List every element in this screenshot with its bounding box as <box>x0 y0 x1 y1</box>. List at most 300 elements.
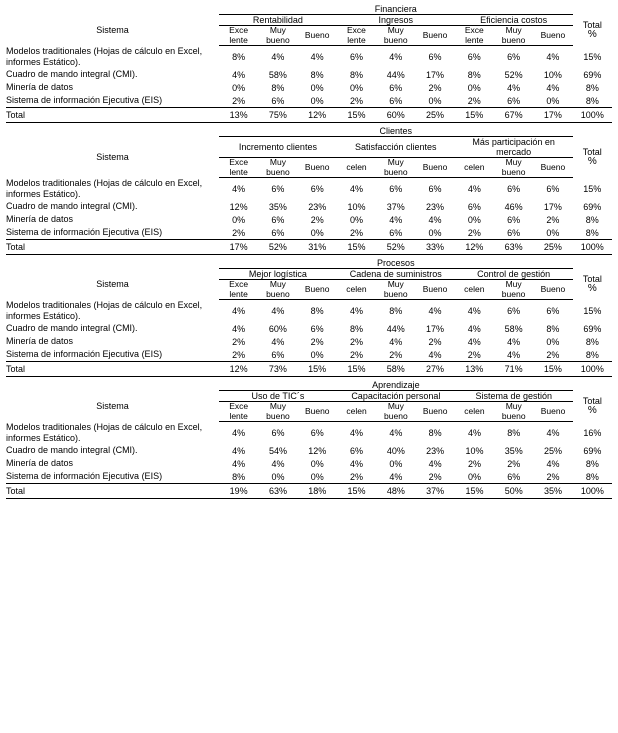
table-row <box>6 200 612 213</box>
column-header-total <box>573 15 612 46</box>
total-cell: 8% <box>573 94 612 108</box>
subheader-cell: celen <box>455 280 494 300</box>
data-cell: 0% <box>467 214 481 225</box>
subheader-cell: Bueno <box>298 158 337 178</box>
data-cell: 0% <box>415 226 454 240</box>
subheader-cell: celen <box>337 158 376 178</box>
total-header-line1: Total <box>582 274 602 284</box>
total-cell: 69% <box>583 201 602 212</box>
total-cell: 69% <box>583 445 602 456</box>
group-header: Más participación en mercado <box>455 137 573 158</box>
data-cell: 6% <box>376 94 415 108</box>
data-cell: 6% <box>546 306 560 316</box>
band-spacer-right <box>573 126 612 137</box>
row-label: Total <box>6 108 219 123</box>
subheader-cell: Muy bueno <box>376 280 415 300</box>
perspective-table <box>6 380 612 499</box>
data-cell: 4% <box>232 184 246 194</box>
data-cell: 4% <box>467 323 481 334</box>
data-cell: 2% <box>219 94 258 108</box>
data-cell: 4% <box>232 323 246 334</box>
data-cell: 33% <box>415 240 454 255</box>
band-spacer-right <box>573 4 612 15</box>
data-cell: 6% <box>310 323 324 334</box>
row-label: Cuadro de mando integral (CMI). <box>6 201 138 212</box>
data-cell: 0% <box>258 470 297 484</box>
data-cell: 4% <box>546 428 560 438</box>
subheader-cell: Muy bueno <box>258 402 297 422</box>
data-cell: 4% <box>349 306 363 316</box>
group-header: Control de gestión <box>455 269 573 280</box>
data-cell: 10% <box>543 69 562 80</box>
row-label: Total <box>6 362 219 377</box>
data-cell: 2% <box>232 336 246 347</box>
data-cell: 60% <box>376 108 415 123</box>
data-cell: 4% <box>507 82 521 93</box>
data-cell: 6% <box>349 52 363 62</box>
data-cell: 6% <box>258 348 297 362</box>
data-cell: 6% <box>350 445 364 456</box>
subheader-cell: Bueno <box>415 158 454 178</box>
row-label: Modelos traditionales (Hojas de cálculo en Excel, informes Estático). <box>6 46 203 67</box>
row-label: Sistema de información Ejecutiva (EIS) <box>6 226 219 240</box>
row-label: Modelos traditionales (Hojas de cálculo en Excel, informes Estático). <box>6 422 203 443</box>
data-cell: 2% <box>337 348 376 362</box>
data-cell: 71% <box>494 362 533 377</box>
table-row <box>6 213 612 226</box>
subheader-cell: Bueno <box>416 402 455 422</box>
column-header-sistema: Sistema <box>96 152 129 162</box>
data-cell: 15% <box>455 108 494 123</box>
data-cell: 8% <box>389 306 403 316</box>
data-cell: 31% <box>298 240 337 255</box>
subheader-cell: Bueno <box>533 402 572 422</box>
data-cell: 44% <box>386 323 405 334</box>
data-cell: 2% <box>546 214 560 225</box>
band-spacer <box>6 380 219 391</box>
data-cell: 0% <box>310 458 324 469</box>
data-cell: 2% <box>337 94 376 108</box>
data-cell: 6% <box>310 428 324 438</box>
group-header: Rentabilidad <box>219 15 337 26</box>
row-label: Sistema de información Ejecutiva (EIS) <box>6 470 219 484</box>
total-cell: 8% <box>585 214 599 225</box>
data-cell: 6% <box>507 214 521 225</box>
row-label: Cuadro de mando integral (CMI). <box>6 323 138 334</box>
total-cell: 100% <box>573 362 612 377</box>
data-cell: 67% <box>494 108 533 123</box>
data-cell: 60% <box>268 323 287 334</box>
subheader-cell: Exce lente <box>219 158 258 178</box>
subheader-cell: celen <box>337 402 376 422</box>
data-cell: 6% <box>507 184 521 194</box>
data-cell: 46% <box>504 201 523 212</box>
data-cell: 4% <box>546 52 560 62</box>
data-cell: 8% <box>310 69 324 80</box>
total-cell: 69% <box>583 69 602 80</box>
data-cell: 18% <box>298 484 337 499</box>
table-row <box>6 94 612 108</box>
subheader-cell: Bueno <box>533 158 572 178</box>
data-cell: 6% <box>271 428 285 438</box>
data-cell: 52% <box>376 240 415 255</box>
band-spacer <box>6 258 219 269</box>
data-cell: 4% <box>271 52 285 62</box>
data-cell: 23% <box>426 445 445 456</box>
total-header-line2: % <box>587 283 597 294</box>
row-label: Cuadro de mando integral (CMI). <box>6 445 138 456</box>
data-cell: 4% <box>376 470 415 484</box>
table-band-row <box>6 4 612 15</box>
data-cell: 6% <box>389 184 403 194</box>
perspective-title: Aprendizaje <box>219 380 573 391</box>
column-header-sistema: Sistema <box>96 279 129 289</box>
data-cell: 58% <box>268 69 287 80</box>
data-cell: 0% <box>232 82 246 93</box>
data-cell: 6% <box>494 226 533 240</box>
perspective-table <box>6 126 612 255</box>
data-cell: 8% <box>219 470 258 484</box>
data-cell: 2% <box>507 458 521 469</box>
table-row <box>6 81 612 94</box>
subheader-cell: Muy bueno <box>376 402 415 422</box>
data-cell: 50% <box>494 484 533 499</box>
group-header-row <box>6 137 612 158</box>
data-cell: 2% <box>467 458 481 469</box>
table-row <box>6 484 612 499</box>
table-row <box>6 300 612 323</box>
data-cell: 4% <box>389 336 403 347</box>
data-cell: 2% <box>428 82 442 93</box>
column-header-total <box>573 137 612 178</box>
data-cell: 4% <box>428 458 442 469</box>
data-cell: 0% <box>467 82 481 93</box>
column-header-total <box>573 269 612 300</box>
data-cell: 6% <box>271 184 285 194</box>
row-label: Sistema de información Ejecutiva (EIS) <box>6 348 219 362</box>
data-cell: 0% <box>310 82 324 93</box>
data-cell: 15% <box>337 240 376 255</box>
table-row <box>6 348 612 362</box>
perspective-title: Procesos <box>219 258 573 269</box>
table-row <box>6 457 612 470</box>
data-cell: 63% <box>258 484 297 499</box>
subheader-cell: Muy bueno <box>494 26 533 46</box>
data-cell: 0% <box>546 336 560 347</box>
total-header-line2: % <box>587 156 597 167</box>
data-cell: 58% <box>376 362 415 377</box>
perspective-table <box>6 258 612 377</box>
data-cell: 6% <box>428 184 442 194</box>
data-cell: 75% <box>258 108 297 123</box>
row-label: Minería de datos <box>6 214 74 225</box>
data-cell: 54% <box>268 445 287 456</box>
band-spacer <box>6 4 219 15</box>
table-row <box>6 335 612 348</box>
data-cell: 15% <box>455 484 494 499</box>
subheader-cell: Bueno <box>415 26 454 46</box>
total-header-line1: Total <box>582 147 602 157</box>
group-header: Ingresos <box>337 15 455 26</box>
total-cell: 8% <box>573 470 612 484</box>
data-cell: 2% <box>310 336 324 347</box>
row-label: Sistema de información Ejecutiva (EIS) <box>6 94 219 108</box>
subheader-cell: Exce lente <box>455 26 494 46</box>
data-cell: 37% <box>416 484 455 499</box>
subheader-cell: Muy bueno <box>494 402 533 422</box>
row-label: Total <box>6 484 219 499</box>
data-cell: 4% <box>350 458 364 469</box>
perspective-table <box>6 4 612 123</box>
data-cell: 6% <box>507 52 521 62</box>
table-row <box>6 68 612 81</box>
subheader-cell: Muy bueno <box>494 280 533 300</box>
data-cell: 4% <box>271 306 285 316</box>
data-cell: 37% <box>386 201 405 212</box>
data-cell: 73% <box>258 362 297 377</box>
total-cell: 100% <box>573 108 612 123</box>
total-header-line2: % <box>587 29 597 40</box>
subheader-cell: celen <box>455 402 494 422</box>
data-cell: 6% <box>507 306 521 316</box>
data-cell: 48% <box>376 484 415 499</box>
total-cell: 8% <box>585 458 599 469</box>
subheader-cell: Bueno <box>298 26 337 46</box>
group-header: Cadena de suministros <box>337 269 455 280</box>
data-cell: 12% <box>308 445 327 456</box>
group-header-row <box>6 269 612 280</box>
data-cell: 52% <box>258 240 297 255</box>
subheader-cell: Muy bueno <box>258 158 297 178</box>
data-cell: 6% <box>428 52 442 62</box>
data-cell: 12% <box>219 362 258 377</box>
data-cell: 2% <box>337 470 376 484</box>
data-cell: 2% <box>533 470 572 484</box>
group-header: Satisfacción clientes <box>337 137 455 158</box>
data-cell: 25% <box>533 240 572 255</box>
subheader-cell: Muy bueno <box>376 158 415 178</box>
table-row <box>6 178 612 201</box>
data-cell: 2% <box>416 470 455 484</box>
subheader-cell: Bueno <box>298 402 337 422</box>
data-cell: 4% <box>467 184 481 194</box>
data-cell: 8% <box>546 323 560 334</box>
data-cell: 13% <box>219 108 258 123</box>
perspective-title: Financiera <box>219 4 573 15</box>
data-cell: 2% <box>337 226 376 240</box>
data-cell: 6% <box>271 214 285 225</box>
table-row <box>6 444 612 457</box>
row-label: Modelos traditionales (Hojas de cálculo en Excel, informes Estático). <box>6 178 203 199</box>
total-cell: 8% <box>573 348 612 362</box>
data-cell: 25% <box>415 108 454 123</box>
data-cell: 4% <box>271 458 285 469</box>
data-cell: 4% <box>232 445 246 456</box>
subheader-cell: Bueno <box>533 280 572 300</box>
table-row <box>6 470 612 484</box>
data-cell: 0% <box>349 214 363 225</box>
data-cell: 4% <box>232 306 246 316</box>
data-cell: 4% <box>546 82 560 93</box>
column-header-sistema: Sistema <box>96 401 129 411</box>
subheader-cell: Bueno <box>415 280 454 300</box>
table-band-row <box>6 126 612 137</box>
data-cell: 4% <box>494 348 533 362</box>
data-cell: 6% <box>494 470 533 484</box>
data-cell: 6% <box>546 184 560 194</box>
data-cell: 6% <box>258 94 297 108</box>
table-row <box>6 108 612 123</box>
data-cell: 0% <box>298 226 337 240</box>
data-cell: 35% <box>504 445 523 456</box>
data-cell: 4% <box>467 336 481 347</box>
data-cell: 4% <box>350 428 364 438</box>
data-cell: 15% <box>337 108 376 123</box>
group-header-row <box>6 391 612 402</box>
data-cell: 0% <box>298 470 337 484</box>
data-cell: 17% <box>543 201 562 212</box>
total-cell: 15% <box>583 51 602 62</box>
data-cell: 4% <box>389 214 403 225</box>
subheader-cell: Bueno <box>298 280 337 300</box>
data-cell: 40% <box>386 445 405 456</box>
subheader-cell: Muy bueno <box>258 26 297 46</box>
data-cell: 44% <box>386 69 405 80</box>
data-cell: 35% <box>268 201 287 212</box>
total-cell: 100% <box>573 484 612 499</box>
data-cell: 4% <box>389 52 403 62</box>
data-cell: 2% <box>219 348 258 362</box>
data-cell: 6% <box>376 226 415 240</box>
subheader-cell: Muy bueno <box>376 26 415 46</box>
data-cell: 2% <box>455 348 494 362</box>
data-cell: 17% <box>426 69 445 80</box>
data-cell: 27% <box>415 362 454 377</box>
table-row <box>6 322 612 335</box>
data-cell: 2% <box>455 94 494 108</box>
group-header-row <box>6 15 612 26</box>
data-cell: 52% <box>504 69 523 80</box>
data-cell: 6% <box>467 52 481 62</box>
data-cell: 10% <box>347 201 366 212</box>
column-header-total <box>573 391 612 422</box>
row-label: Total <box>6 240 219 255</box>
data-cell: 19% <box>219 484 258 499</box>
data-cell: 0% <box>533 226 572 240</box>
total-header-line1: Total <box>582 20 602 30</box>
subheader-cell: Muy bueno <box>494 158 533 178</box>
table-band-row <box>6 258 612 269</box>
data-cell: 8% <box>428 428 442 438</box>
table-row <box>6 226 612 240</box>
table-row <box>6 46 612 69</box>
total-cell: 69% <box>583 323 602 334</box>
data-cell: 23% <box>426 201 445 212</box>
data-cell: 8% <box>349 323 363 334</box>
data-cell: 8% <box>232 52 246 62</box>
data-cell: 15% <box>337 362 376 377</box>
data-cell: 23% <box>308 201 327 212</box>
group-header: Sistema de gestión <box>455 391 573 402</box>
subheader-cell: Exce lente <box>337 26 376 46</box>
subheader-cell: Bueno <box>533 26 572 46</box>
data-cell: 35% <box>533 484 572 499</box>
group-header: Eficiencia costos <box>455 15 573 26</box>
data-cell: 8% <box>271 82 285 93</box>
data-cell: 0% <box>455 470 494 484</box>
total-cell: 8% <box>585 82 599 93</box>
data-cell: 4% <box>467 428 481 438</box>
total-cell: 15% <box>583 305 602 316</box>
data-cell: 0% <box>533 94 572 108</box>
data-cell: 2% <box>428 336 442 347</box>
subheader-cell: Exce lente <box>219 26 258 46</box>
data-cell: 8% <box>310 306 324 316</box>
data-cell: 8% <box>507 428 521 438</box>
total-cell: 15% <box>583 183 602 194</box>
data-cell: 8% <box>467 69 481 80</box>
band-spacer <box>6 126 219 137</box>
data-cell: 0% <box>389 458 403 469</box>
total-header-line2: % <box>587 405 597 416</box>
data-cell: 2% <box>310 214 324 225</box>
data-cell: 4% <box>546 458 560 469</box>
tables-container <box>6 4 612 499</box>
band-spacer-right <box>573 380 612 391</box>
data-cell: 58% <box>504 323 523 334</box>
data-cell: 4% <box>232 458 246 469</box>
data-cell: 0% <box>298 348 337 362</box>
subheader-cell: Exce lente <box>219 402 258 422</box>
total-cell: 100% <box>573 240 612 255</box>
data-cell: 2% <box>219 226 258 240</box>
data-cell: 12% <box>455 240 494 255</box>
data-cell: 10% <box>465 445 484 456</box>
data-cell: 4% <box>232 428 246 438</box>
data-cell: 0% <box>232 214 246 225</box>
data-cell: 4% <box>467 306 481 316</box>
data-cell: 4% <box>271 336 285 347</box>
data-cell: 0% <box>298 94 337 108</box>
data-cell: 2% <box>349 336 363 347</box>
data-cell: 12% <box>229 201 248 212</box>
data-cell: 13% <box>455 362 494 377</box>
column-header-sistema: Sistema <box>96 25 129 35</box>
data-cell: 0% <box>349 82 363 93</box>
row-label: Minería de datos <box>6 458 74 469</box>
subheader-cell: celen <box>337 280 376 300</box>
group-header: Incremento clientes <box>219 137 337 158</box>
data-cell: 4% <box>415 348 454 362</box>
data-cell: 4% <box>507 336 521 347</box>
band-spacer-right <box>573 258 612 269</box>
data-cell: 2% <box>455 226 494 240</box>
subheader-cell: Exce lente <box>219 280 258 300</box>
data-cell: 4% <box>310 52 324 62</box>
row-label: Minería de datos <box>6 336 74 347</box>
table-band-row <box>6 380 612 391</box>
data-cell: 6% <box>467 201 481 212</box>
data-cell: 12% <box>298 108 337 123</box>
total-cell: 16% <box>583 427 602 438</box>
data-cell: 2% <box>533 348 572 362</box>
data-cell: 15% <box>337 484 376 499</box>
data-cell: 17% <box>426 323 445 334</box>
data-cell: 17% <box>219 240 258 255</box>
total-header-line1: Total <box>582 396 602 406</box>
data-cell: 0% <box>415 94 454 108</box>
group-header: Capacitación personal <box>337 391 455 402</box>
